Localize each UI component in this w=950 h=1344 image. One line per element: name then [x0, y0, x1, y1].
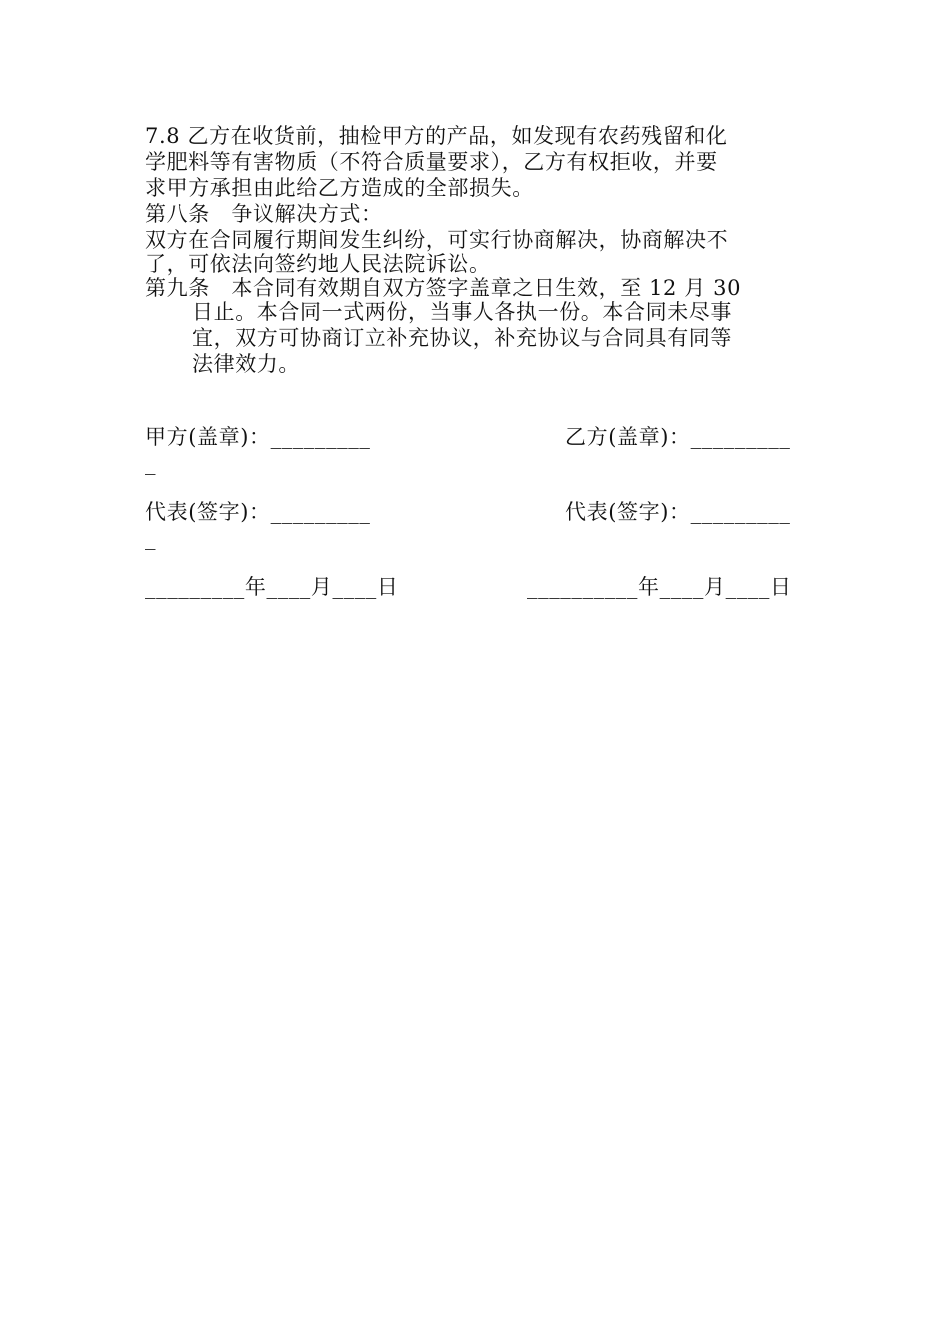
article-9-line-4: 法律效力。	[192, 352, 300, 376]
article-9-line-3: 宜，双方可协商订立补充协议，补充协议与合同具有同等	[192, 326, 732, 350]
party-b-date-field: __________年____月____日	[527, 575, 792, 599]
article-8-line-2: 了，可依法向签约地人民法院诉讼。	[145, 252, 491, 276]
party-a-seal-field: 甲方(盖章)：_________	[145, 425, 371, 449]
clause-7-8-line-3: 求甲方承担由此给乙方造成的全部损失。	[145, 176, 534, 200]
party-b-seal-field: 乙方(盖章)：_________	[565, 425, 791, 449]
party-a-seal-field-tail: _	[145, 451, 157, 475]
party-a-rep-field: 代表(签字)：_________	[145, 500, 371, 524]
party-a-date-field: _________年____月____日	[145, 575, 399, 599]
party-b-rep-field: 代表(签字)：_________	[565, 500, 791, 524]
clause-7-8-line-2: 学肥料等有害物质（不符合质量要求），乙方有权拒收，并要	[145, 150, 718, 174]
article-8-line-1: 双方在合同履行期间发生纠纷，可实行协商解决，协商解决不	[145, 228, 729, 252]
party-a-rep-field-tail: _	[145, 526, 157, 550]
clause-7-8-line-1: 7.8 乙方在收货前，抽检甲方的产品，如发现有农药残留和化	[145, 124, 728, 148]
article-8-heading: 第八条 争议解决方式：	[145, 202, 383, 226]
article-9-line-1: 第九条 本合同有效期自双方签字盖章之日生效，至 12 月 30	[145, 276, 742, 300]
article-9-line-2: 日止。本合同一式两份，当事人各执一份。本合同未尽事	[192, 300, 732, 324]
